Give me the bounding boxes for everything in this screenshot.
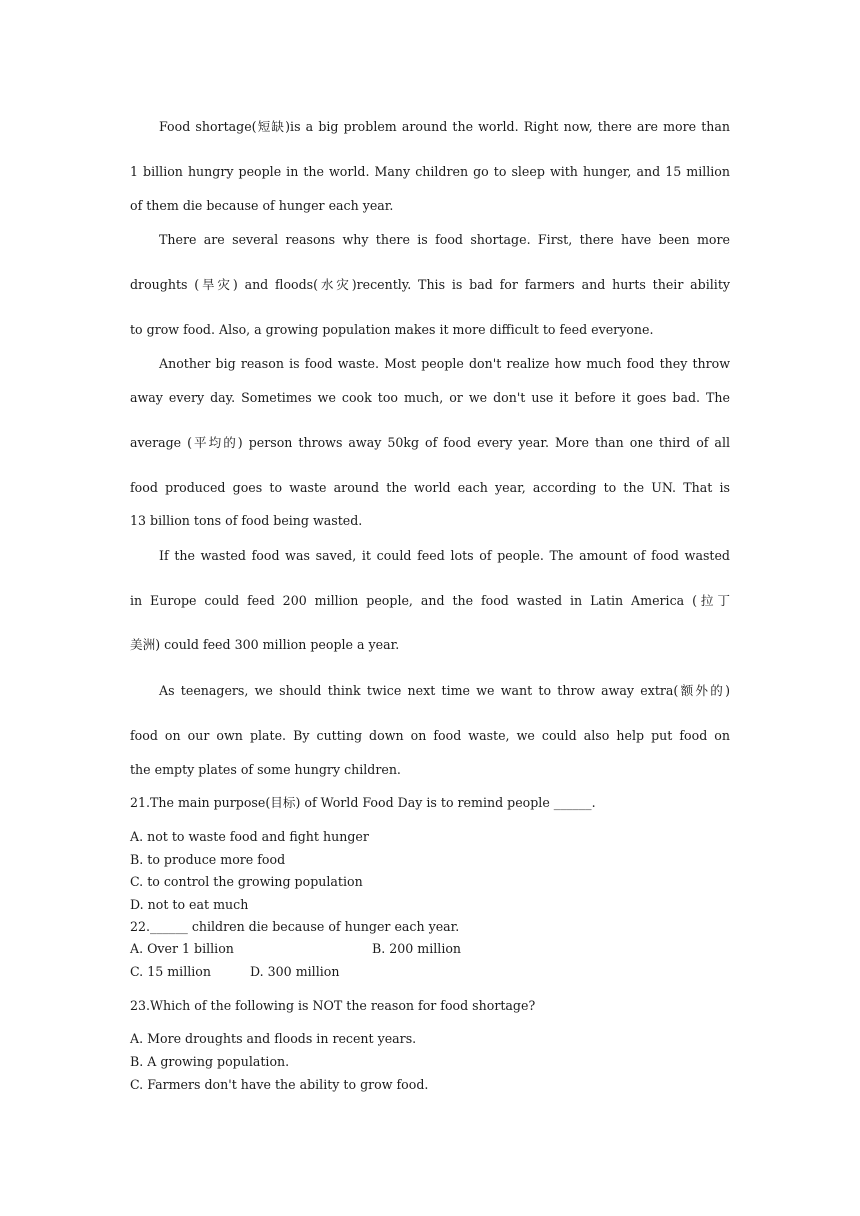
question-22-stem: 22.______ children die because of hunger each year. <box>130 919 460 934</box>
passage-p3-line3: average (平均的) person throws away 50kg of food every year. More than one third of all <box>130 435 730 450</box>
passage-p3-line4: food produced goes to waste around the world each year, according to the UN. That is <box>130 480 730 495</box>
passage-p4-line2: in Europe could feed 200 million people, and the food wasted in Latin America (拉丁 <box>130 593 730 608</box>
passage-p1-line2: 1 billion hungry people in the world. Many children go to sleep with hunger, and 15 million <box>130 164 730 179</box>
passage-p1-line1: Food shortage(短缺)is a big problem around the world. Right now, there are more than <box>159 119 730 134</box>
passage-p5-line1: As teenagers, we should think twice next time we want to throw away extra(额外的) <box>159 683 730 698</box>
passage-p4-line1: If the wasted food was saved, it could feed lots of people. The amount of food wasted <box>159 548 730 563</box>
passage-p2-line1: There are several reasons why there is food shortage. First, there have been more <box>159 232 730 247</box>
question-21-option-b: B. to produce more food <box>130 852 286 867</box>
question-23-option-a: A. More droughts and floods in recent years. <box>130 1031 417 1046</box>
question-22-option-b: B. 200 million <box>372 941 462 956</box>
passage-p2-line3: to grow food. Also, a growing population makes it more difficult to feed everyone. <box>130 322 654 337</box>
question-23-option-c: C. Farmers don't have the ability to grow food. <box>130 1077 429 1092</box>
question-21-stem: 21.The main purpose(目标) of World Food Day is to remind people ______. <box>130 795 596 810</box>
question-22-option-c: C. 15 million <box>130 964 211 979</box>
passage-p1-line3: of them die because of hunger each year. <box>130 198 394 213</box>
question-23-option-b: B. A growing population. <box>130 1054 290 1069</box>
question-22-option-a: A. Over 1 billion <box>130 941 234 956</box>
passage-p4-line3: 美洲) could feed 300 million people a year. <box>130 637 400 652</box>
question-21-option-d: D. not to eat much <box>130 897 249 912</box>
passage-p3-line5: 13 billion tons of food being wasted. <box>130 513 363 528</box>
question-21-option-c: C. to control the growing population <box>130 874 363 889</box>
passage-p2-line2: droughts (旱灾) and floods(水灾)recently. This is bad for farmers and hurts their ability <box>130 277 730 292</box>
passage-p5-line2: food on our own plate. By cutting down on food waste, we could also help put food on <box>130 728 730 743</box>
question-21-option-a: A. not to waste food and fight hunger <box>130 829 369 844</box>
question-22-option-d: D. 300 million <box>250 964 340 979</box>
question-23-stem: 23.Which of the following is NOT the reason for food shortage? <box>130 998 536 1013</box>
passage-p5-line3: the empty plates of some hungry children. <box>130 762 401 777</box>
passage-p3-line1: Another big reason is food waste. Most people don't realize how much food they throw <box>159 356 730 371</box>
passage-p3-line2: away every day. Sometimes we cook too much, or we don't use it before it goes bad. The <box>130 390 730 405</box>
